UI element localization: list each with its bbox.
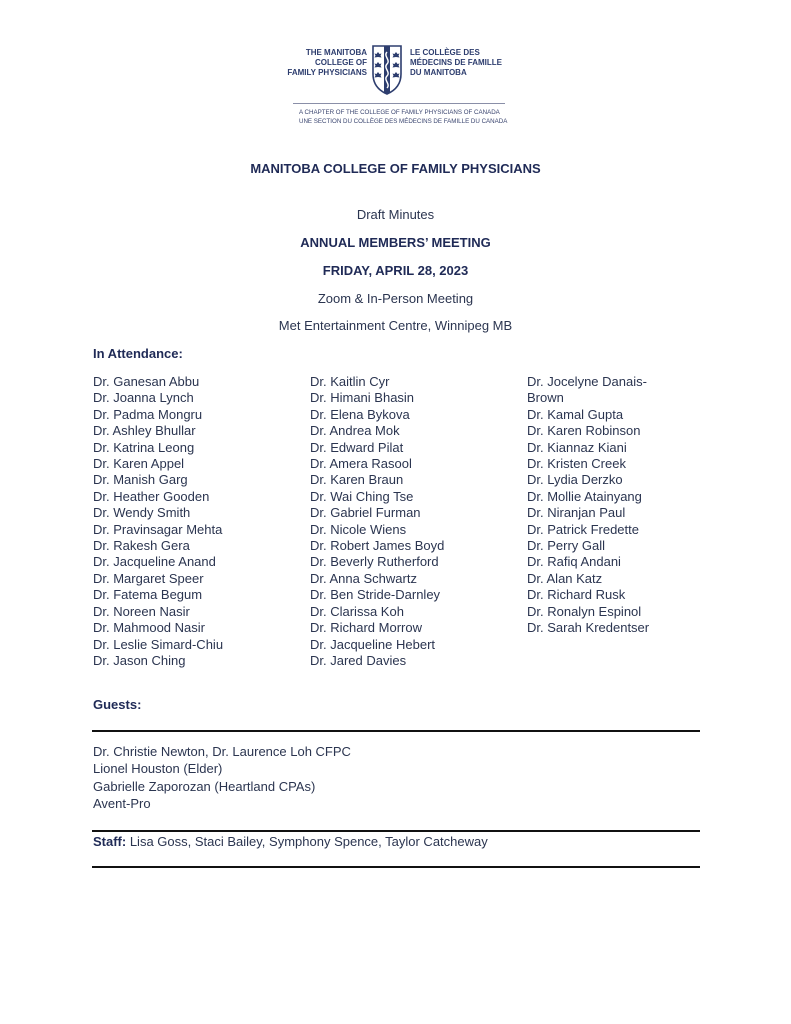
- attendee-name: Dr. Amera Rasool: [310, 456, 412, 472]
- guest-entry: Lionel Houston (Elder): [93, 761, 223, 777]
- staff-names: Lisa Goss, Staci Bailey, Symphony Spence, Taylor Catcheway: [126, 834, 488, 849]
- attendee-name: Dr. Manish Garg: [93, 472, 188, 488]
- guest-entry: Gabrielle Zaporozan (Heartland CPAs): [93, 778, 316, 794]
- attendee-name: Dr. Sarah Kredentser: [527, 620, 650, 636]
- attendee-name: Dr. Ronalyn Espinol: [527, 603, 642, 619]
- attendance-column-3: [527, 374, 649, 637]
- attendee-name: Dr. Heather Gooden: [93, 488, 210, 504]
- attendee-name: Dr. Clarissa Koh: [310, 603, 404, 619]
- attendee-name: Dr. Niranjan Paul: [527, 505, 626, 521]
- attendee-name: Dr. Elena Bykova: [310, 406, 410, 422]
- attendee-name: Dr. Andrea Mok: [310, 423, 400, 439]
- attendee-name: Dr. Edward Pilat: [310, 439, 404, 455]
- organization-title: MANITOBA COLLEGE OF FAMILY PHYSICIANS: [250, 161, 541, 176]
- attendee-name: Dr. Ashley Bhullar: [93, 423, 196, 439]
- attendee-name: Dr. Rakesh Gera: [93, 538, 190, 554]
- meeting-format: Zoom & In-Person Meeting: [317, 291, 474, 306]
- attendee-name: Dr. Joanna Lynch: [93, 390, 194, 406]
- divider-rule: [92, 830, 700, 832]
- attendee-name: Dr. Kaitlin Cyr: [310, 374, 390, 389]
- attendance-heading: In Attendance:: [93, 346, 183, 361]
- guest-entry: Avent-Pro: [93, 796, 151, 812]
- attendee-name: Dr. Perry Gall: [527, 538, 606, 554]
- attendee-name: Dr. Alan Katz: [527, 570, 603, 586]
- attendee-name: Dr. Richard Rusk: [527, 587, 626, 603]
- attendee-name: Dr. Lydia Derzko: [527, 472, 623, 488]
- shield-crest-icon: [371, 44, 403, 96]
- meeting-title: ANNUAL MEMBERS’ MEETING: [300, 235, 491, 250]
- attendee-name: Dr. Kiannaz Kiani: [527, 439, 627, 455]
- attendee-name: Brown: [527, 390, 564, 406]
- attendee-name: Dr. Noreen Nasir: [93, 603, 190, 619]
- attendee-name: Dr. Karen Appel: [93, 456, 185, 472]
- attendee-name: Dr. Kamal Gupta: [527, 406, 624, 422]
- attendee-name: Dr. Patrick Fredette: [527, 521, 639, 537]
- attendee-name: Dr. Mahmood Nasir: [93, 620, 205, 636]
- attendee-name: Dr. Ben Stride-Darnley: [310, 587, 441, 603]
- attendee-name: Dr. Robert James Boyd: [310, 538, 445, 554]
- attendee-name: Dr. Himani Bhasin: [310, 390, 415, 406]
- attendee-name: Dr. Karen Braun: [310, 472, 404, 488]
- attendee-name: Dr. Fatema Begum: [93, 587, 203, 603]
- staff-line: [93, 834, 488, 849]
- attendee-name: Dr. Jared Davies: [310, 652, 407, 668]
- attendee-name: Dr. Leslie Simard-Chiu: [93, 636, 224, 652]
- attendee-name: Dr. Nicole Wiens: [310, 521, 407, 537]
- attendee-name: Dr. Jocelyne Danais-: [527, 374, 647, 389]
- attendee-name: Dr. Jacqueline Hebert: [310, 636, 436, 652]
- meeting-date: FRIDAY, APRIL 28, 2023: [322, 263, 469, 278]
- attendee-name: Dr. Richard Morrow: [310, 620, 422, 636]
- logo-english-name: THE MANITOBA COLLEGE OF FAMILY PHYSICIANS: [287, 48, 367, 77]
- attendee-name: Dr. Karen Robinson: [527, 423, 641, 439]
- attendee-name: Dr. Mollie Atainyang: [527, 488, 642, 504]
- attendee-name: Dr. Katrina Leong: [93, 439, 195, 455]
- logo-chapter-text: A CHAPTER OF THE COLLEGE OF FAMILY PHYSICIANS OF CANADA UNE SECTION DU COLLÈGE DES MÉDECINS DE FAMILLE DU CANADA: [299, 109, 508, 125]
- attendee-name: Dr. Anna Schwartz: [310, 570, 417, 586]
- staff-label: Staff:: [93, 834, 127, 849]
- guest-entry: Dr. Christie Newton, Dr. Laurence Loh CFPC: [93, 744, 351, 759]
- attendee-name: Dr. Gabriel Furman: [310, 505, 421, 521]
- logo-french-name: LE COLLÈGE DES MÉDECINS DE FAMILLE DU MANITOBA: [410, 48, 503, 77]
- attendee-name: Dr. Kristen Creek: [527, 456, 626, 472]
- attendee-name: Dr. Jason Ching: [93, 652, 186, 668]
- document-type: Draft Minutes: [356, 207, 435, 222]
- attendee-name: Dr. Jacqueline Anand: [93, 554, 216, 570]
- attendee-name: Dr. Pravinsagar Mehta: [93, 521, 223, 537]
- meeting-location: Met Entertainment Centre, Winnipeg MB: [278, 318, 513, 333]
- divider-rule: [92, 866, 700, 868]
- guests-list: [93, 743, 351, 813]
- attendee-name: Dr. Rafiq Andani: [527, 554, 621, 570]
- attendee-name: Dr. Beverly Rutherford: [310, 554, 439, 570]
- attendee-name: Dr. Wendy Smith: [93, 505, 191, 521]
- logo-divider: [293, 103, 505, 104]
- attendance-column-2: [310, 374, 444, 669]
- guests-heading: Guests:: [93, 697, 142, 712]
- attendee-name: Dr. Ganesan Abbu: [93, 374, 200, 389]
- divider-rule: [92, 730, 700, 732]
- attendance-column-1: [93, 374, 223, 669]
- attendee-name: Dr. Margaret Speer: [93, 570, 204, 586]
- attendee-name: Dr. Padma Mongru: [93, 406, 203, 422]
- attendee-name: Dr. Wai Ching Tse: [310, 488, 414, 504]
- college-logo: [289, 44, 507, 132]
